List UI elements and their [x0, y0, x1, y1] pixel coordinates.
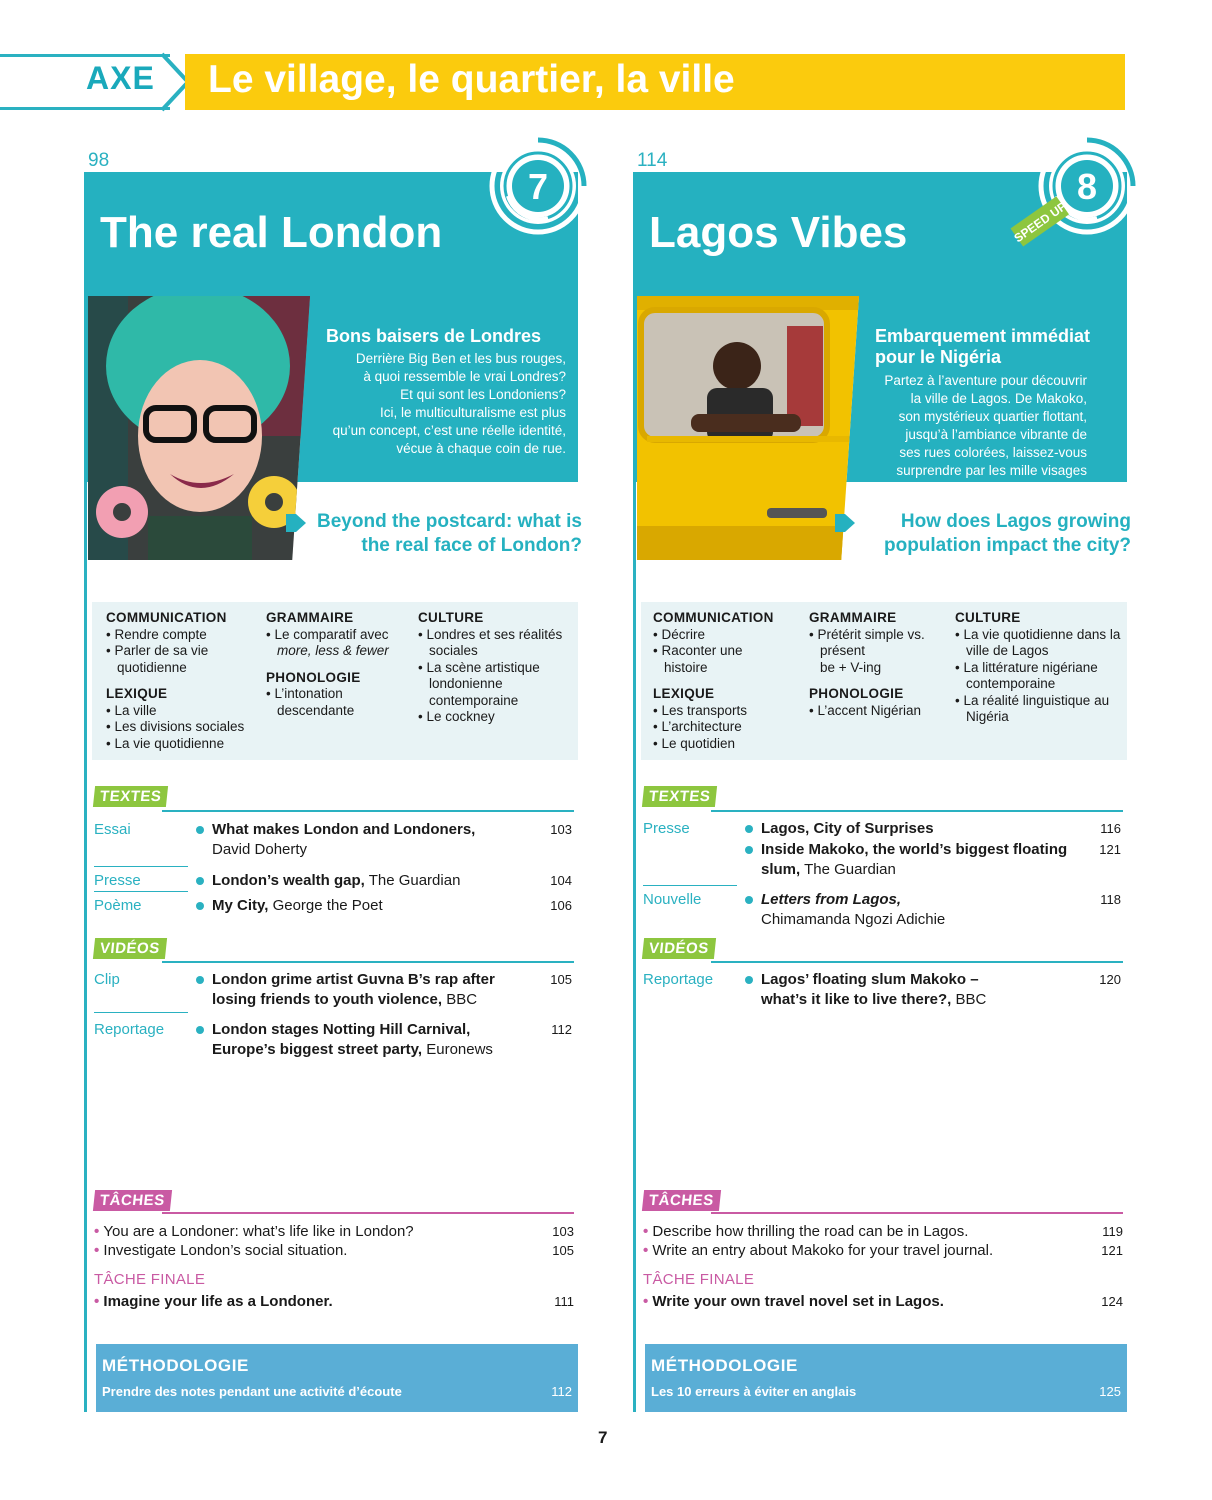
item-page: 104: [550, 873, 572, 888]
item-title: London’s wealth gap,: [212, 872, 365, 889]
culture-item: • Le cockney: [418, 709, 570, 726]
item-page: 103: [550, 822, 572, 837]
taches-tab: TÂCHES: [642, 1190, 721, 1211]
item-source: David Doherty: [212, 841, 308, 858]
intro-text: [861, 372, 1087, 498]
item-title: Lagos’ floating slum Makoko – what’s it like to live there?,: [761, 971, 979, 1008]
textes-rule: [162, 810, 574, 812]
task-page: 119: [1102, 1224, 1123, 1239]
item-title: London grime artist Guvna B’s rap after losing friends to youth violence,: [212, 971, 495, 1008]
taches-tab: TÂCHES: [93, 1190, 172, 1211]
task-item: • Describe how thrilling the road can be in Lagos. 119: [643, 1223, 1123, 1240]
intro-line: vécue à chaque coin de rue.: [396, 441, 566, 456]
grammaire-item: • Prétérit simple vs. présent: [809, 627, 932, 660]
methodologie-text: Prendre des notes pendant une activité d’écoute: [102, 1384, 402, 1399]
tache-finale-heading: TÂCHE FINALE: [643, 1271, 755, 1288]
category-separator: [643, 885, 737, 886]
culture-item: • La réalité linguistique au Nigéria: [955, 693, 1123, 726]
bullet-icon: [745, 976, 753, 984]
competencies-col-2: [809, 610, 947, 719]
unit-question: How does Lagos growing population impact the city?: [883, 511, 1131, 556]
category-separator: [94, 1012, 188, 1013]
axe-title: Le village, le quartier, la ville: [208, 58, 735, 101]
item-page: 116: [1100, 821, 1121, 836]
list-item: [633, 890, 1127, 934]
culture-heading: CULTURE: [418, 610, 484, 625]
unit-number-badge: [488, 136, 588, 241]
category-label: Presse: [94, 872, 141, 889]
communication-item: • Décrire: [653, 627, 805, 644]
category-separator: [94, 866, 188, 867]
competencies-col-3: [418, 610, 570, 726]
category-label: Presse: [643, 820, 690, 837]
item-title: Inside Makoko, the world’s biggest floating slum,: [761, 841, 1068, 878]
methodologie-page: 112: [551, 1384, 572, 1399]
item-title: London stages Notting Hill Carnival, Europe’s biggest street party,: [212, 1021, 471, 1058]
communication-item: • Rendre compte: [106, 627, 258, 644]
bullet-icon: [745, 825, 753, 833]
methodologie-text: Les 10 erreurs à éviter en anglais: [651, 1384, 857, 1399]
unit-photo-woman: [88, 296, 310, 560]
unit-number: 8: [1076, 166, 1098, 207]
bullet-icon: [196, 826, 204, 834]
culture-item: • La vie quotidienne dans la ville de Lagos: [955, 627, 1123, 660]
unit-question: Beyond the postcard: what is the real face of London?: [317, 511, 582, 556]
culture-item: • La littérature nigériane contemporaine: [955, 660, 1123, 693]
lexique-item: • Les divisions sociales: [106, 719, 258, 736]
unit-8: [633, 140, 1133, 1420]
item-page: 112: [551, 1022, 572, 1037]
intro-line: à quoi ressemble le vrai Londres?: [363, 369, 566, 384]
videos-tab: VIDÉOS: [93, 938, 167, 959]
page-number: 7: [598, 1428, 608, 1447]
phonologie-item: • L’intonation descendante: [266, 686, 416, 719]
category-label: Nouvelle: [643, 891, 702, 908]
task-item: • Write an entry about Makoko for your travel journal. 121: [643, 1242, 1123, 1259]
culture-heading: CULTURE: [955, 610, 1021, 625]
item-page: 121: [1099, 842, 1121, 857]
grammaire-item-cont: more, less & fewer: [277, 643, 389, 658]
list-item: [84, 970, 578, 1014]
methodologie-box: [645, 1344, 1127, 1412]
lexique-item: • L’architecture: [653, 719, 805, 736]
bullet-icon: [196, 1026, 204, 1034]
textes-rule: [711, 810, 1123, 812]
unit-title: The real London: [100, 208, 443, 257]
lexique-heading: LEXIQUE: [653, 686, 715, 701]
task-item: • Investigate London’s social situation. 105: [94, 1242, 574, 1259]
task-page: 121: [1101, 1243, 1123, 1258]
list-item: [84, 820, 578, 864]
list-item: [84, 871, 578, 893]
textes-tab: TEXTES: [642, 786, 718, 807]
intro-line: d’une ville en pleine effervescence.: [877, 481, 1087, 496]
taches-rule: [711, 1212, 1123, 1214]
item-source: Euronews: [426, 1041, 493, 1058]
category-label: Essai: [94, 821, 131, 838]
videos-rule: [711, 961, 1123, 963]
task-page: 124: [1101, 1294, 1123, 1309]
list-item: [633, 970, 1127, 1014]
task-item-final: • Imagine your life as a Londoner. 111: [94, 1293, 574, 1310]
arrow-right-icon: [286, 512, 306, 534]
competencies-box: [92, 602, 578, 760]
unit-page-ref: 98: [88, 150, 110, 171]
grammaire-item-cont: be + V-ing: [820, 659, 882, 675]
intro-line: Et qui sont les Londoniens?: [400, 387, 566, 402]
item-title: My City,: [212, 897, 269, 914]
grammaire-heading: GRAMMAIRE: [809, 610, 897, 625]
culture-item: • La scène artistique londonienne contemporaine: [418, 660, 570, 710]
list-item: [84, 1020, 578, 1064]
competencies-col-2: [266, 610, 416, 719]
culture-item: • Londres et ses réalités sociales: [418, 627, 570, 660]
communication-heading: COMMUNICATION: [653, 610, 774, 625]
item-source: The Guardian: [368, 872, 461, 889]
task-text: Describe how thrilling the road can be in Lagos.: [652, 1223, 969, 1240]
task-page: 103: [552, 1224, 574, 1239]
bullet-icon: [196, 976, 204, 984]
category-separator: [94, 891, 188, 892]
lexique-item: • Les transports: [653, 703, 805, 720]
grammaire-item: • Le comparatif avec: [266, 627, 416, 644]
lexique-item: • La ville: [106, 703, 258, 720]
axe-label: AXE: [86, 60, 155, 96]
intro-line: qu’un concept, c’est une réelle identité,: [332, 423, 566, 438]
item-title: What makes London and Londoners,: [212, 821, 476, 838]
lexique-item: • Le quotidien: [653, 736, 805, 753]
category-label: Reportage: [94, 1021, 165, 1038]
intro-line: la ville de Lagos. De Makoko,: [910, 391, 1087, 406]
item-source: BBC: [446, 991, 478, 1008]
category-label: Poème: [94, 897, 142, 914]
list-item: [633, 819, 1127, 841]
intro-line: surprendre par les mille visages: [896, 463, 1087, 478]
videos-rule: [162, 961, 574, 963]
item-page: 120: [1099, 972, 1121, 987]
lexique-heading: LEXIQUE: [106, 686, 168, 701]
task-text: Write your own travel novel set in Lagos.: [652, 1293, 944, 1310]
unit-page-ref: 114: [637, 150, 668, 171]
bullet-icon: [196, 902, 204, 910]
taches-rule: [162, 1212, 574, 1214]
unit-photo-man-bus: [637, 296, 859, 560]
phonologie-heading: PHONOLOGIE: [809, 686, 904, 701]
methodologie-title: MÉTHODOLOGIE: [651, 1356, 798, 1375]
competencies-col-1: [106, 610, 258, 752]
videos-tab: VIDÉOS: [642, 938, 716, 959]
task-page: 111: [554, 1294, 574, 1309]
methodologie-box: [96, 1344, 578, 1412]
item-source: BBC: [955, 991, 987, 1008]
methodologie-title: MÉTHODOLOGIE: [102, 1356, 249, 1375]
category-label: Reportage: [643, 971, 714, 988]
intro-line: ses rues colorées, laissez-vous: [899, 445, 1087, 460]
task-item-final: • Write your own travel novel set in Lagos. 124: [643, 1293, 1123, 1310]
list-item: [84, 896, 578, 918]
intro-title: Embarquement immédiat pour le Nigéria: [875, 326, 1091, 367]
communication-heading: COMMUNICATION: [106, 610, 227, 625]
item-source: The Guardian: [804, 861, 896, 878]
list-item: [633, 840, 1127, 884]
grammaire-heading: GRAMMAIRE: [266, 610, 354, 625]
phonologie-item: • L’accent Nigérian: [809, 703, 947, 720]
task-text: Investigate London’s social situation.: [103, 1242, 348, 1259]
intro-title: Bons baisers de Londres: [326, 326, 542, 346]
category-label: Clip: [94, 971, 120, 988]
competencies-col-1: [653, 610, 805, 752]
bullet-icon: [745, 896, 753, 904]
arrow-right-icon: [835, 512, 855, 534]
task-page: 105: [552, 1243, 574, 1258]
intro-line: Ici, le multiculturalisme est plus: [379, 405, 566, 420]
unit-number: 7: [527, 166, 549, 207]
item-source: George the Poet: [272, 897, 383, 914]
intro-line: son mystérieux quartier flottant,: [898, 409, 1087, 424]
intro-line: jusqu’à l’ambiance vibrante de: [905, 427, 1087, 442]
speed-up-badge: [1005, 190, 1075, 250]
item-page: 118: [1100, 892, 1121, 907]
intro-line: Partez à l’aventure pour découvrir: [884, 373, 1087, 388]
item-title: Letters from Lagos,: [761, 891, 902, 908]
bullet-icon: [196, 877, 204, 885]
methodologie-page: 125: [1099, 1384, 1121, 1399]
competencies-col-3: [955, 610, 1123, 726]
textes-tab: TEXTES: [93, 786, 169, 807]
communication-item: • Parler de sa vie quotidienne: [106, 643, 258, 676]
competencies-box: [641, 602, 1127, 760]
communication-item: • Raconter une histoire: [653, 643, 774, 676]
item-page: 105: [550, 972, 572, 987]
item-page: 106: [550, 898, 572, 913]
unit-title: Lagos Vibes: [649, 208, 908, 257]
task-text: Write an entry about Makoko for your travel journal.: [652, 1242, 994, 1259]
item-source: Chimamanda Ngozi Adichie: [761, 911, 946, 928]
intro-line: Derrière Big Ben et les bus rouges,: [355, 351, 566, 366]
target-rings-icon: [488, 136, 588, 236]
item-title: Lagos, City of Surprises: [761, 820, 934, 837]
speed-up-label: SPEED UP: [1011, 199, 1070, 246]
task-item: • You are a Londoner: what’s life like in London? 103: [94, 1223, 574, 1240]
bullet-icon: [745, 846, 753, 854]
lexique-item: • La vie quotidienne: [106, 736, 258, 753]
intro-text: [310, 350, 566, 458]
tache-finale-heading: TÂCHE FINALE: [94, 1271, 206, 1288]
phonologie-heading: PHONOLOGIE: [266, 669, 361, 685]
task-text: Imagine your life as a Londoner.: [103, 1293, 333, 1310]
unit-7: [84, 140, 584, 1420]
task-text: You are a Londoner: what’s life like in London?: [103, 1223, 414, 1240]
